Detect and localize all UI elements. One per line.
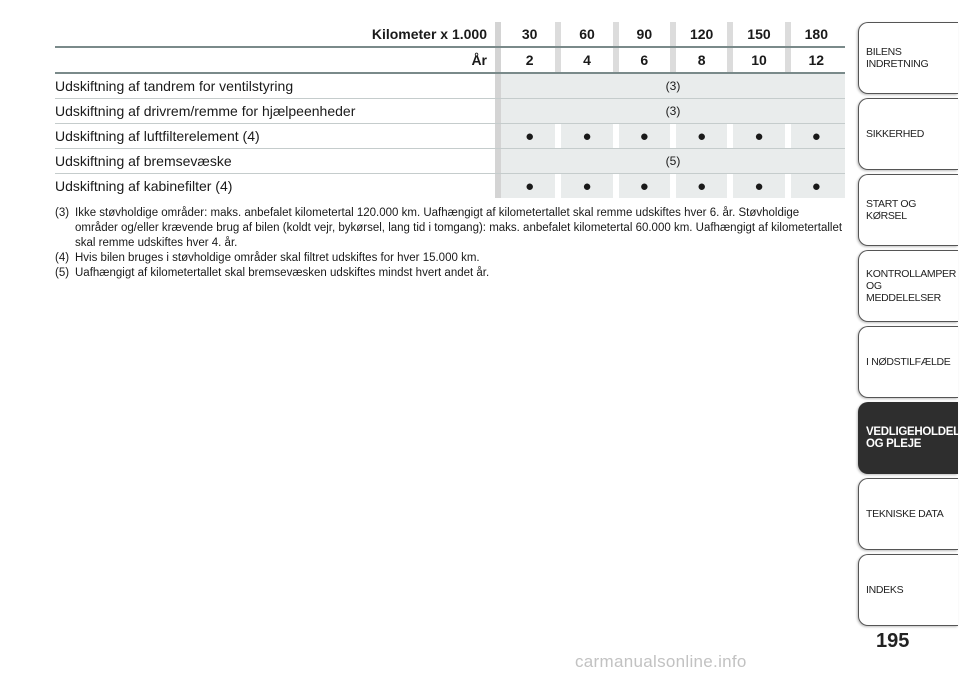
watermark: carmanualsonline.info xyxy=(575,652,747,671)
bullet-icon: ● xyxy=(639,127,649,145)
km-value: 150 xyxy=(730,22,787,46)
interval-dot xyxy=(501,124,558,148)
year-values xyxy=(501,48,845,72)
row-values xyxy=(501,174,845,198)
tab-kontrollamper[interactable] xyxy=(858,250,958,322)
bullet-icon: ● xyxy=(754,127,764,145)
row-label: Udskiftning af tandrem for ventilstyring xyxy=(55,78,294,94)
interval-dot xyxy=(788,174,845,198)
table-row xyxy=(55,174,845,198)
row-label: Udskiftning af luftfilterelement (4) xyxy=(55,128,260,144)
interval-dot xyxy=(501,174,558,198)
interval-dot xyxy=(730,124,787,148)
km-value: 60 xyxy=(558,22,615,46)
footnote-text: Hvis bilen bruges i støvholdige områder skal filtret udskiftes for hver 15.000 km. xyxy=(75,252,480,264)
footnote-number: (5) xyxy=(55,267,70,279)
note-reference: (5) xyxy=(665,154,681,168)
tab-label: I NØDSTILFÆLDE xyxy=(866,356,951,368)
interval-dot xyxy=(558,124,615,148)
year-header-label: År xyxy=(471,52,487,68)
interval-dot xyxy=(673,174,730,198)
row-label: Udskiftning af bremsevæske xyxy=(55,153,232,169)
year-value: 10 xyxy=(730,48,787,72)
table-row xyxy=(55,99,845,123)
footnote-number: (4) xyxy=(55,252,70,264)
footnote-text: Ikke støvholdige områder: maks. anbefalet kilometertal 120.000 km. Uafhængigt af kilometertallet skal remme udskiftes hver 6. år. Støvholdige områder og/eller krævende brug af bilen (koldt vejr, bykørsel, lang tid i tomgang): maks. anbefalet kilometertal 60.000 km. Uafhængigt af kilometertallet skal remme udskiftes hver 4. år. xyxy=(75,207,843,249)
km-header-row xyxy=(55,22,845,46)
tab-indeks[interactable] xyxy=(858,554,958,626)
km-value: 180 xyxy=(788,22,845,46)
km-value: 30 xyxy=(521,26,538,42)
bullet-icon: ● xyxy=(754,177,764,195)
footnote xyxy=(55,206,845,251)
year-value: 4 xyxy=(558,48,615,72)
year-value: 12 xyxy=(788,48,845,72)
tab-label: KONTROLLAMPER xyxy=(866,268,957,280)
interval-dot xyxy=(788,124,845,148)
bullet-icon: ● xyxy=(525,177,535,195)
interval-dot xyxy=(616,124,673,148)
footnote xyxy=(55,266,845,281)
maintenance-table xyxy=(55,22,845,198)
tab-label: OG PLEJE xyxy=(866,438,922,450)
bullet-icon: ● xyxy=(697,127,707,145)
bullet-icon: ● xyxy=(525,127,535,145)
km-values xyxy=(501,22,845,46)
tab-label: TEKNISKE DATA xyxy=(866,508,944,520)
footnote xyxy=(55,251,845,266)
table-row xyxy=(55,124,845,148)
bullet-icon: ● xyxy=(582,127,592,145)
footnotes xyxy=(55,206,845,281)
tab-label: OG MEDDELELSER xyxy=(866,280,941,304)
row-values xyxy=(501,149,845,173)
km-value: 90 xyxy=(616,22,673,46)
km-value: 120 xyxy=(673,22,730,46)
interval-dot xyxy=(673,124,730,148)
tab-vedligeholdelse[interactable] xyxy=(858,402,975,474)
year-value: 8 xyxy=(673,48,730,72)
bullet-icon: ● xyxy=(697,177,707,195)
row-values xyxy=(501,124,845,148)
note-reference: (3) xyxy=(665,79,681,93)
interval-dot xyxy=(730,174,787,198)
tab-label: BILENS INDRETNING xyxy=(866,46,929,70)
bullet-icon: ● xyxy=(582,177,592,195)
interval-dot xyxy=(616,174,673,198)
tab-label: INDEKS xyxy=(866,584,904,596)
tab-label: VEDLIGEHOLDELSE xyxy=(866,426,975,438)
bullet-icon: ● xyxy=(811,127,821,145)
tab-sikkerhed[interactable] xyxy=(858,98,958,170)
table-row xyxy=(55,149,845,173)
row-label: Udskiftning af kabinefilter (4) xyxy=(55,178,233,194)
note-reference: (3) xyxy=(665,104,681,118)
tab-label: START OG KØRSEL xyxy=(866,198,917,222)
bullet-icon: ● xyxy=(811,177,821,195)
row-values xyxy=(501,99,845,123)
interval-dot xyxy=(558,174,615,198)
year-value: 6 xyxy=(616,48,673,72)
tab-label: SIKKERHED xyxy=(866,128,924,140)
page-number: 195 xyxy=(876,630,910,652)
tab-tekniske-data[interactable] xyxy=(858,478,958,550)
row-values xyxy=(501,74,845,98)
row-label: Udskiftning af drivrem/remme for hjælpeenheder xyxy=(55,103,356,119)
tab-i-nodstilfaelde[interactable] xyxy=(858,326,958,398)
km-header-label: Kilometer x 1.000 xyxy=(371,26,487,42)
footnote-number: (3) xyxy=(55,207,70,219)
tab-start-og-korsel[interactable] xyxy=(858,174,958,246)
tab-bilens-indretning[interactable] xyxy=(858,22,958,94)
bullet-icon: ● xyxy=(639,177,649,195)
table-row xyxy=(55,74,845,98)
footnote-text: Uafhængigt af kilometertallet skal bremsevæsken udskiftes mindst hvert andet år. xyxy=(75,267,490,279)
year-value: 2 xyxy=(525,52,534,68)
year-header-row xyxy=(55,48,845,72)
